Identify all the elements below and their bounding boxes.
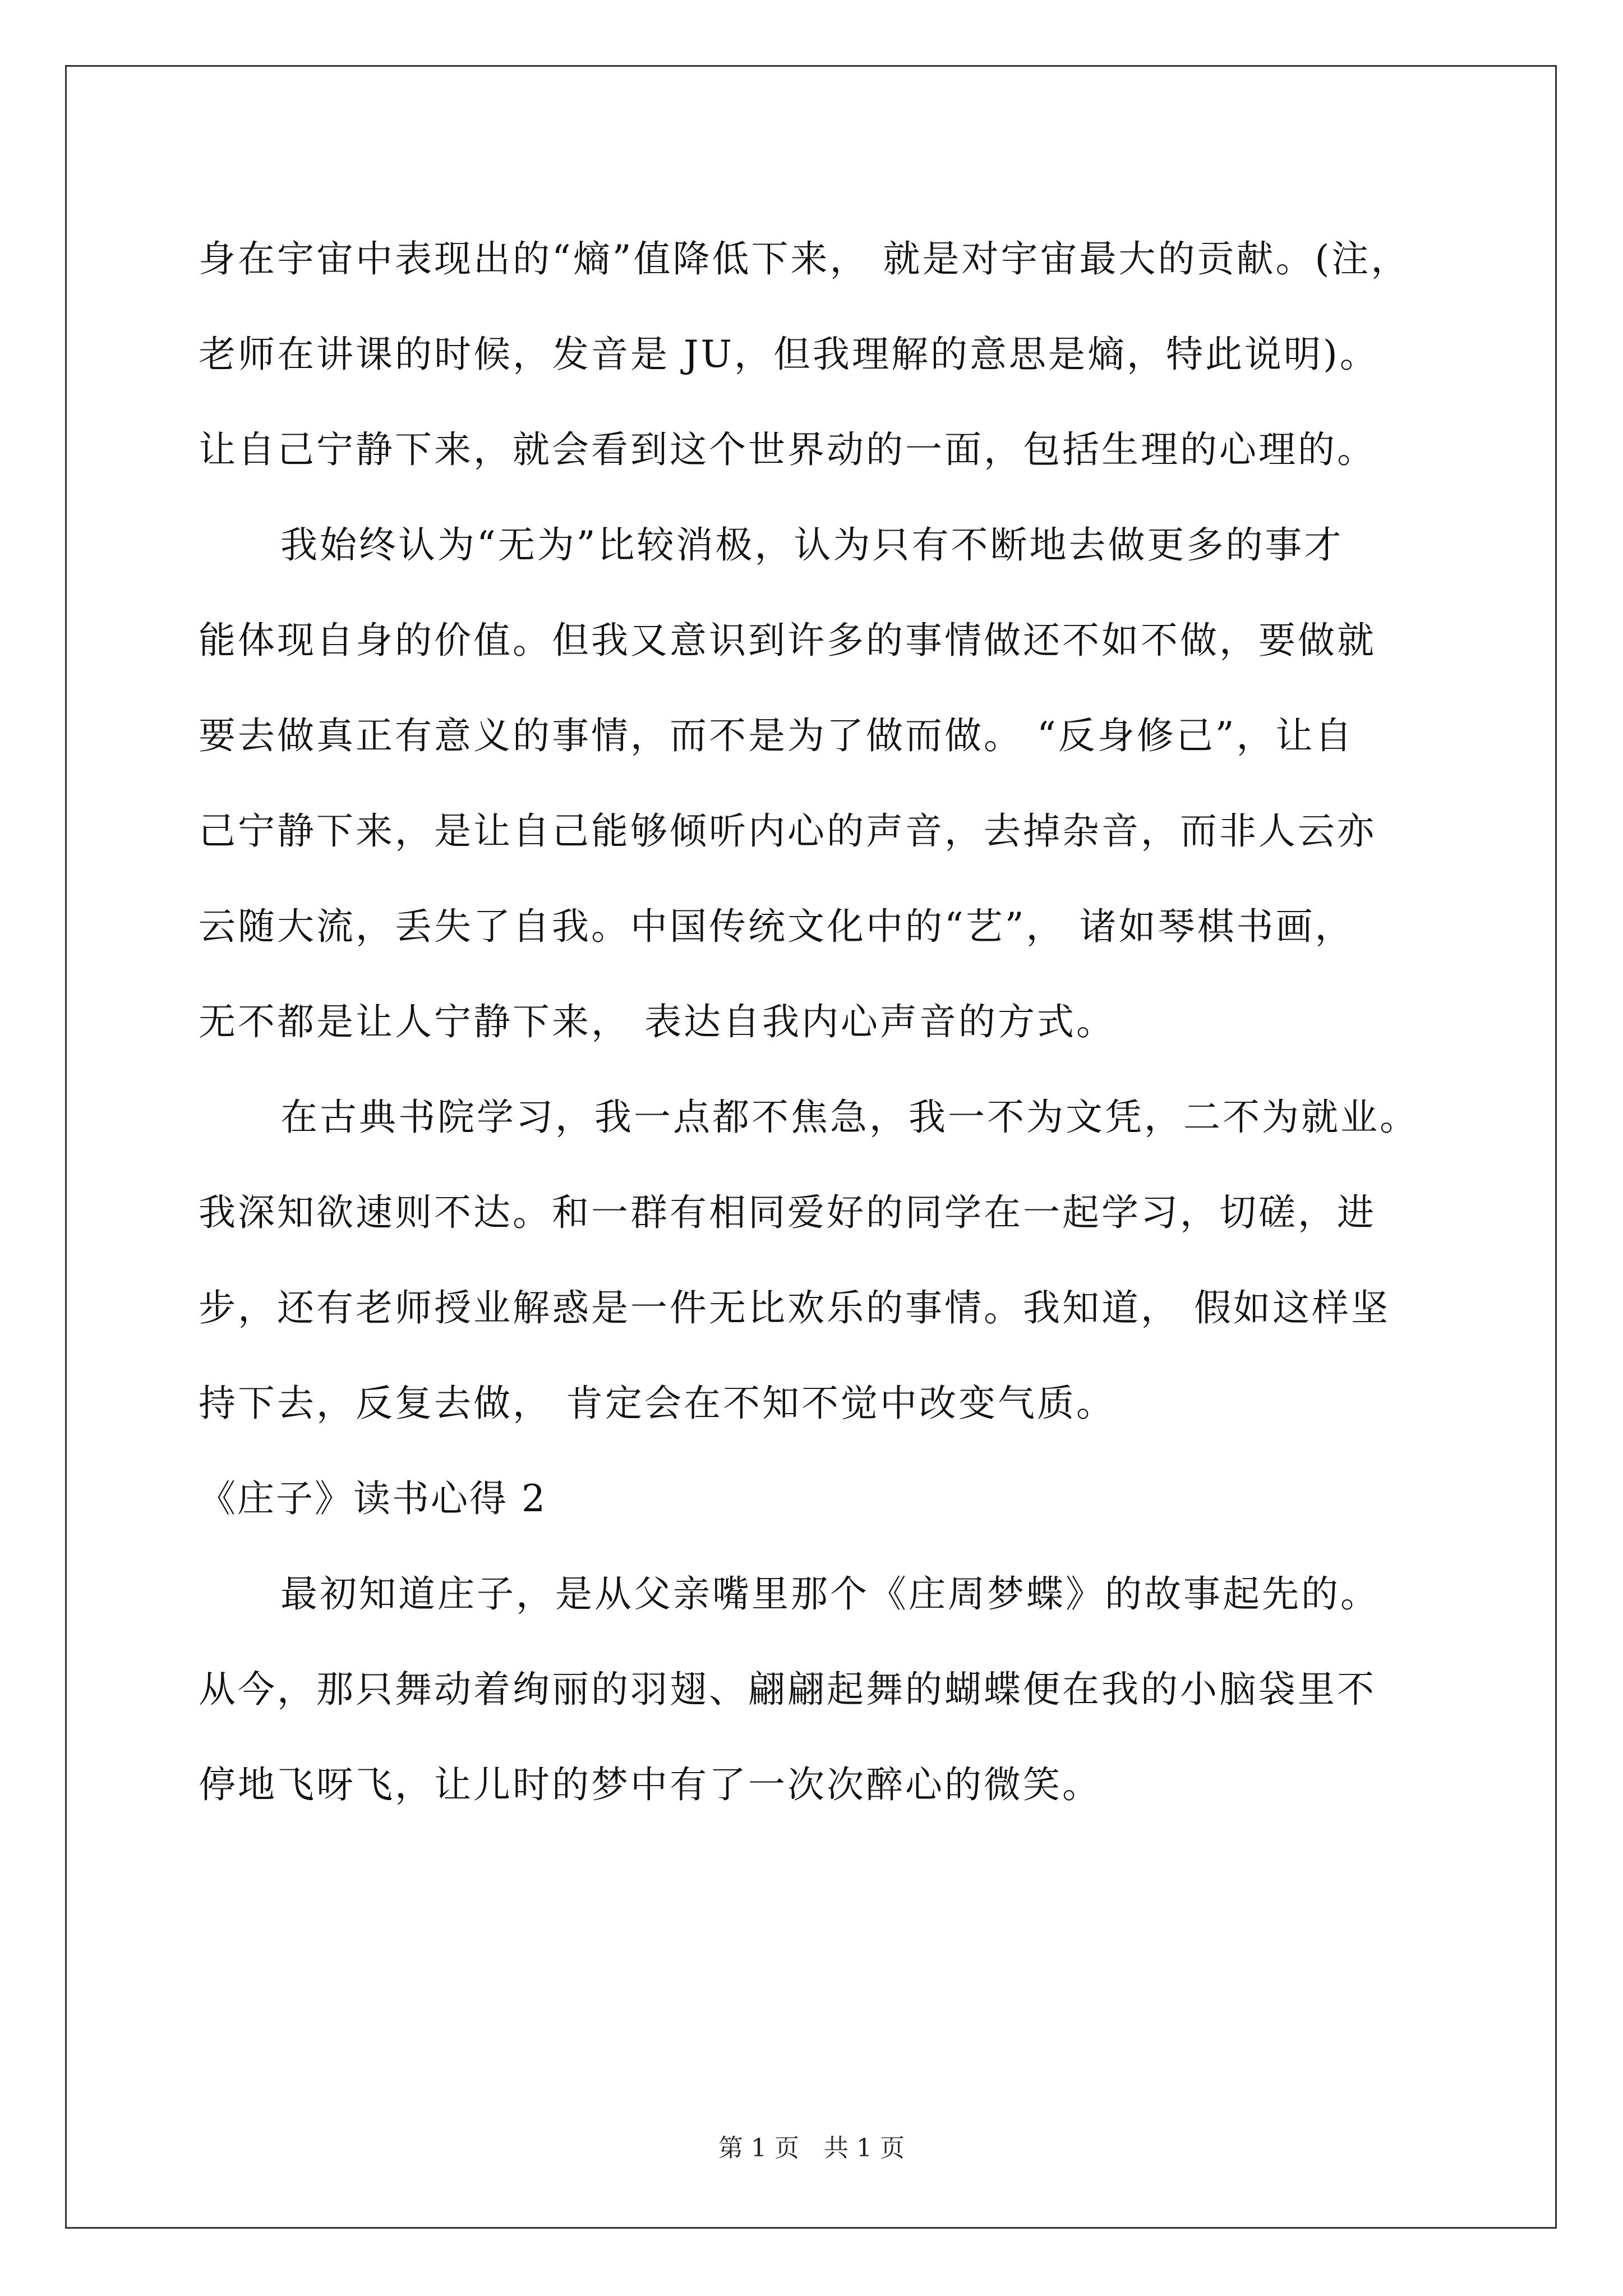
- text-line: 身在宇宙中表现出的“熵”值降低下来， 就是对宇宙最大的贡献。(注，: [199, 237, 1410, 280]
- text-line: 让自己宁静下来，就会看到这个世界动的一面，包括生理的心理的。: [199, 428, 1376, 471]
- page-footer: 第 1 页 共 1 页: [718, 2134, 905, 2162]
- text-line: 己宁静下来，是让自己能够倾听内心的声音，去掉杂音，而非人云亦: [199, 809, 1376, 853]
- text-line: 老师在讲课的时候，发音是 JU，但我理解的意思是熵，特此说明)。: [199, 333, 1379, 376]
- paragraph-start-line: 在古典书院学习，我一点都不焦急，我一不为文凭，二不为就业。: [280, 1096, 1419, 1139]
- text-line: 从今，那只舞动着绚丽的羽翅、翩翩起舞的蝴蝶便在我的小脑袋里不: [199, 1668, 1376, 1711]
- text-line: 要去做真正有意义的事情，而不是为了做而做。 “反身修己”，让自: [199, 714, 1354, 757]
- text-line: 我深知欲速则不达。和一群有相同爱好的同学在一起学习，切磋，进: [199, 1191, 1376, 1234]
- text-line: 云随大流，丢失了自我。中国传统文化中的“艺”， 诸如琴棋书画，: [199, 905, 1354, 948]
- text-line: 无不都是让人宁静下来， 表达自我内心声音的方式。: [199, 1000, 1115, 1043]
- text-line: 能体现自身的价值。但我又意识到许多的事情做还不如不做，要做就: [199, 619, 1376, 662]
- section-heading: 《庄子》读书心得 2: [199, 1477, 547, 1520]
- text-line: 停地飞呀飞，让儿时的梦中有了一次次醉心的微笑。: [199, 1763, 1101, 1806]
- text-line: 步，还有老师授业解惑是一件无比欢乐的事情。我知道， 假如这样坚: [199, 1286, 1390, 1329]
- paragraph-start-line: 我始终认为“无为”比较消极，认为只有不断地去做更多的事才: [280, 523, 1344, 567]
- text-line: 持下去，反复去做， 肯定会在不知不觉中改变气质。: [199, 1382, 1115, 1425]
- paragraph-start-line: 最初知道庄子，是从父亲嘴里那个《庄周梦蝶》的故事起先的。: [280, 1572, 1380, 1616]
